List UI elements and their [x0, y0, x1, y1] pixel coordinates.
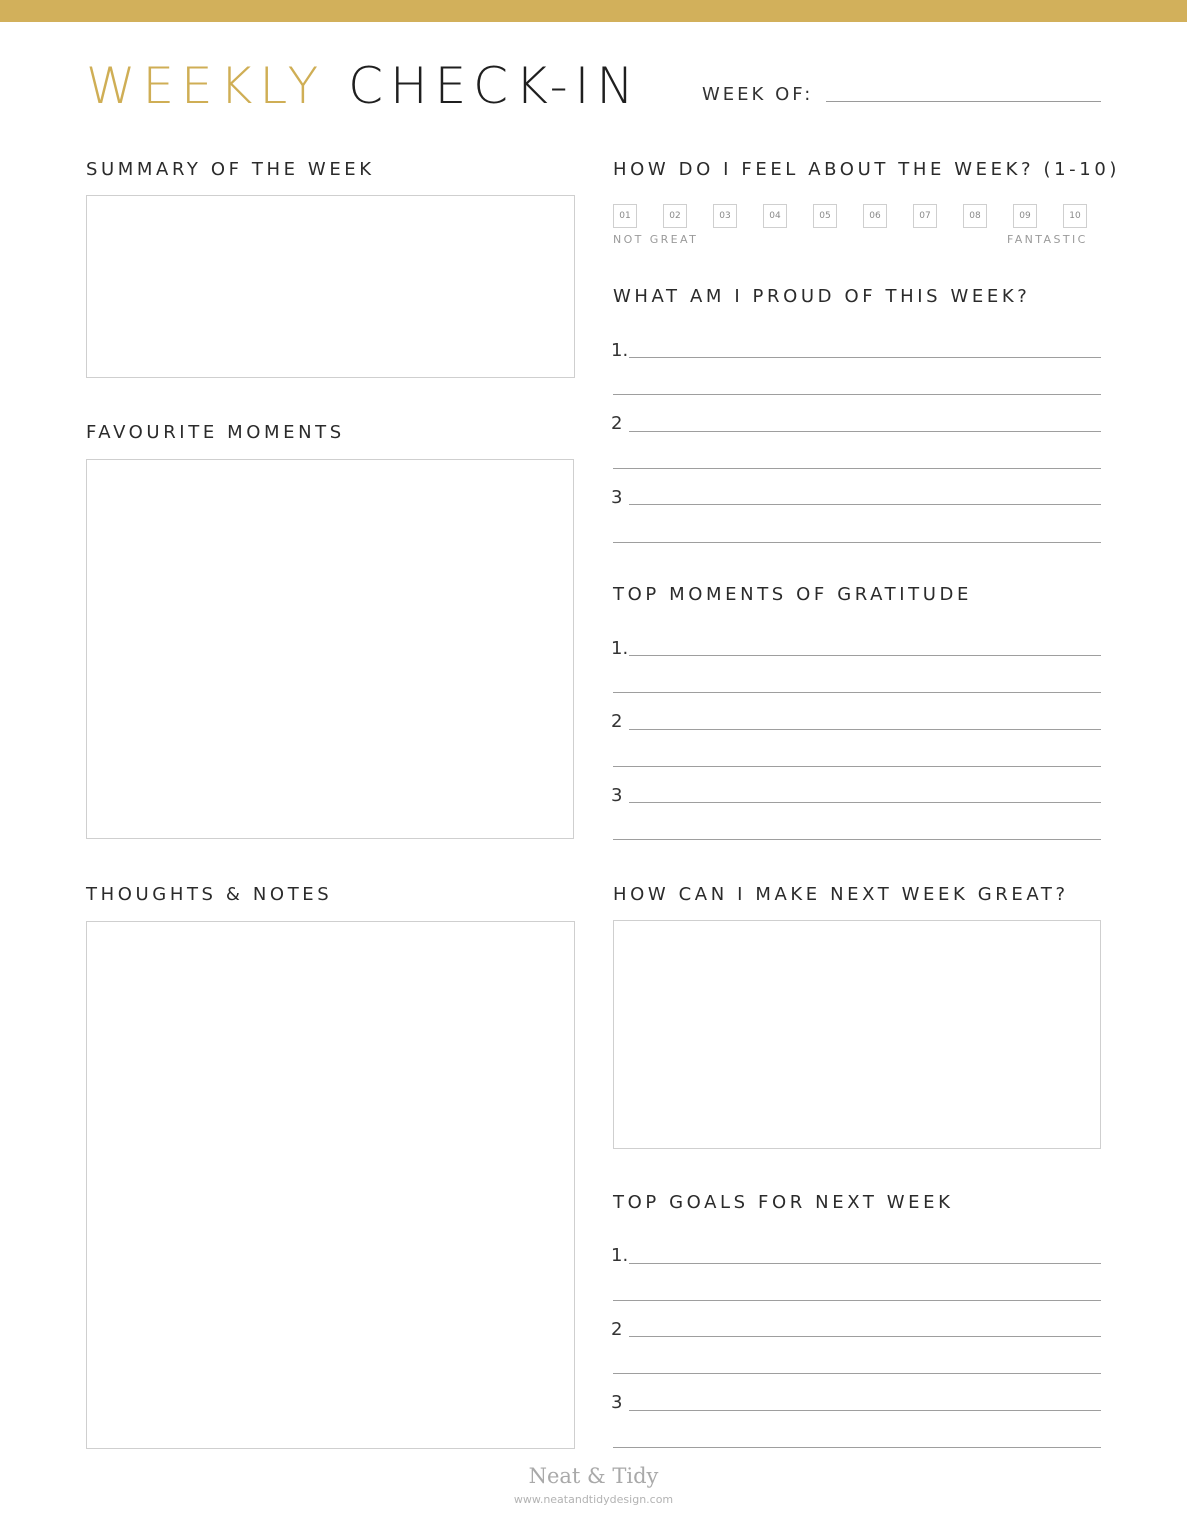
rating-box-04[interactable]: 04: [763, 204, 787, 228]
gratitude-line-2[interactable]: [629, 729, 1101, 730]
goals-line-1b[interactable]: [613, 1300, 1101, 1301]
goals-line-2[interactable]: [629, 1336, 1101, 1337]
summary-box[interactable]: [86, 195, 575, 378]
proud-line-1[interactable]: [629, 357, 1101, 358]
gratitude-heading: TOP MOMENTS OF GRATITUDE: [613, 584, 972, 605]
rating-box-09[interactable]: 09: [1013, 204, 1037, 228]
gratitude-line-3[interactable]: [629, 802, 1101, 803]
rating-box-10[interactable]: 10: [1063, 204, 1087, 228]
next-week-box[interactable]: [613, 920, 1101, 1149]
proud-heading: WHAT AM I PROUD OF THIS WEEK?: [613, 286, 1031, 307]
thoughts-notes-box[interactable]: [86, 921, 575, 1449]
goals-line-3b[interactable]: [613, 1447, 1101, 1448]
proud-line-1b[interactable]: [613, 394, 1101, 395]
rating-high-label: FANTASTIC: [1007, 233, 1088, 246]
gratitude-line-1b[interactable]: [613, 692, 1101, 693]
feel-heading: HOW DO I FEEL ABOUT THE WEEK? (1-10): [613, 159, 1121, 180]
rating-box-01[interactable]: 01: [613, 204, 637, 228]
rating-box-02[interactable]: 02: [663, 204, 687, 228]
goals-line-2b[interactable]: [613, 1373, 1101, 1374]
rating-box-07[interactable]: 07: [913, 204, 937, 228]
goals-heading: TOP GOALS FOR NEXT WEEK: [613, 1192, 954, 1213]
rating-box-08[interactable]: 08: [963, 204, 987, 228]
proud-line-3[interactable]: [629, 504, 1101, 505]
gratitude-number-1: 1.: [611, 638, 629, 659]
brand-logo: Neat & Tidy: [528, 1464, 659, 1488]
rating-box-03[interactable]: 03: [713, 204, 737, 228]
rating-box-05[interactable]: 05: [813, 204, 837, 228]
gratitude-number-2: 2: [611, 711, 623, 732]
rating-low-label: NOT GREAT: [613, 233, 699, 246]
gratitude-line-2b[interactable]: [613, 766, 1101, 767]
goals-number-1: 1.: [611, 1245, 629, 1266]
goals-line-1[interactable]: [629, 1263, 1101, 1264]
title-check-in: CHECK-IN: [348, 57, 641, 115]
summary-heading: SUMMARY OF THE WEEK: [86, 159, 375, 180]
top-accent-bar: [0, 0, 1187, 22]
title-weekly: WEEKLY: [86, 57, 326, 115]
goals-number-2: 2: [611, 1319, 623, 1340]
rating-scale: [613, 204, 1101, 228]
website-url: www.neatandtidydesign.com: [513, 1493, 674, 1506]
favourite-moments-box[interactable]: [86, 459, 574, 839]
week-of-label: WEEK OF:: [702, 84, 814, 105]
goals-number-3: 3: [611, 1392, 623, 1413]
proud-line-2[interactable]: [629, 431, 1101, 432]
proud-number-2: 2: [611, 413, 623, 434]
goals-line-3[interactable]: [629, 1410, 1101, 1411]
thoughts-notes-heading: THOUGHTS & NOTES: [86, 884, 333, 905]
favourite-moments-heading: FAVOURITE MOMENTS: [86, 422, 345, 443]
proud-number-1: 1.: [611, 340, 629, 361]
gratitude-line-1[interactable]: [629, 655, 1101, 656]
gratitude-number-3: 3: [611, 785, 623, 806]
page-title: [86, 58, 641, 114]
proud-number-3: 3: [611, 487, 623, 508]
week-of-field[interactable]: [826, 101, 1101, 102]
next-week-heading: HOW CAN I MAKE NEXT WEEK GREAT?: [613, 884, 1069, 905]
proud-line-3b[interactable]: [613, 542, 1101, 543]
gratitude-line-3b[interactable]: [613, 839, 1101, 840]
rating-box-06[interactable]: 06: [863, 204, 887, 228]
proud-line-2b[interactable]: [613, 468, 1101, 469]
